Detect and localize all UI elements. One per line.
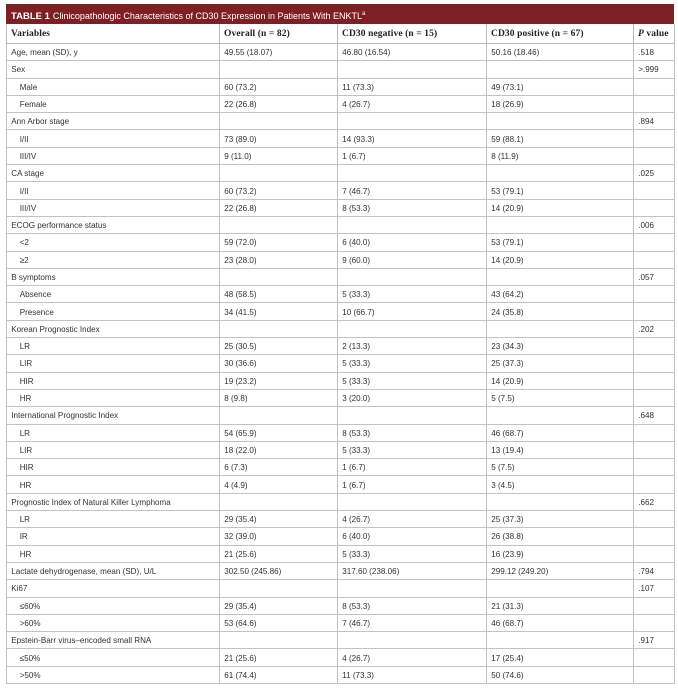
table-row — [7, 234, 675, 251]
cell-cd30-negative: 10 (66.7) — [338, 303, 478, 320]
cell-overall: 22 (26.8) — [220, 199, 331, 216]
cell-overall: 34 (41.5) — [220, 303, 331, 320]
cell-overall: 8 (9.8) — [220, 389, 331, 406]
cell-overall — [220, 113, 331, 130]
cell-cd30-positive: 43 (64.2) — [487, 286, 625, 303]
cell-cd30-positive: 17 (25.4) — [487, 649, 625, 666]
table-header-row — [7, 24, 675, 44]
cell-p-value — [634, 424, 673, 441]
cell-overall: 18 (22.0) — [220, 441, 331, 458]
cell-cd30-positive — [487, 268, 625, 285]
cell-p-value — [634, 338, 673, 355]
cell-overall — [220, 165, 331, 182]
cell-variable: IR — [7, 528, 207, 545]
cell-p-value — [634, 666, 673, 683]
table-row — [7, 476, 675, 493]
cell-cd30-positive: 50 (74.6) — [487, 666, 625, 683]
cell-variable: CA stage — [7, 165, 207, 182]
cell-cd30-positive: 49 (73.1) — [487, 78, 625, 95]
cell-overall: 49.55 (18.07) — [220, 44, 331, 61]
cell-overall: 21 (25.6) — [220, 649, 331, 666]
cell-variable: Korean Prognostic Index — [7, 320, 207, 337]
cell-cd30-negative: 3 (20.0) — [338, 389, 478, 406]
cell-cd30-negative: 317.60 (238.06) — [338, 562, 478, 579]
cell-cd30-negative: 4 (26.7) — [338, 95, 478, 112]
cell-cd30-positive: 5 (7.5) — [487, 459, 625, 476]
cell-cd30-positive — [487, 320, 625, 337]
cell-p-value — [634, 234, 673, 251]
cell-p-value — [634, 372, 673, 389]
cell-overall: 4 (4.9) — [220, 476, 331, 493]
cell-variable: Ki67 — [7, 580, 207, 597]
table-row — [7, 389, 675, 406]
cell-cd30-positive — [487, 61, 625, 78]
cell-cd30-negative: 2 (13.3) — [338, 338, 478, 355]
table-row — [7, 95, 675, 112]
table-row — [7, 562, 675, 579]
table-caption-footnote-mark: a — [362, 11, 366, 17]
cell-cd30-negative: 4 (26.7) — [338, 511, 478, 528]
table-row — [7, 44, 675, 61]
cell-overall — [220, 320, 331, 337]
cell-overall — [220, 61, 331, 78]
cell-cd30-positive: 299.12 (249.20) — [487, 562, 625, 579]
header-p-rest: value — [643, 28, 669, 39]
cell-overall: 32 (39.0) — [220, 528, 331, 545]
cell-cd30-negative: 1 (6.7) — [338, 459, 478, 476]
cell-overall: 53 (64.6) — [220, 614, 331, 631]
cell-cd30-negative: 8 (53.3) — [338, 424, 478, 441]
cell-cd30-negative — [338, 113, 478, 130]
cell-overall: 59 (72.0) — [220, 234, 331, 251]
cell-p-value: .917 — [634, 632, 673, 649]
header-overall: Overall (n = 82) — [220, 24, 338, 44]
cell-cd30-positive — [487, 580, 625, 597]
characteristics-table — [6, 24, 675, 684]
cell-overall: 48 (58.5) — [220, 286, 331, 303]
table-body — [7, 44, 675, 684]
cell-cd30-negative: 5 (33.3) — [338, 286, 478, 303]
table-row — [7, 545, 675, 562]
table-row — [7, 441, 675, 458]
cell-p-value — [634, 597, 673, 614]
table-row — [7, 130, 675, 147]
cell-cd30-positive: 53 (79.1) — [487, 182, 625, 199]
cell-variable: ≥2 — [7, 251, 207, 268]
cell-cd30-negative — [338, 61, 478, 78]
cell-cd30-positive — [487, 493, 625, 510]
table-row — [7, 407, 675, 424]
cell-overall: 30 (36.6) — [220, 355, 331, 372]
cell-p-value: .894 — [634, 113, 673, 130]
cell-cd30-negative: 4 (26.7) — [338, 649, 478, 666]
cell-p-value — [634, 130, 673, 147]
cell-cd30-negative — [338, 165, 478, 182]
cell-cd30-positive: 18 (26.9) — [487, 95, 625, 112]
table-row — [7, 61, 675, 78]
header-variables: Variables — [7, 24, 220, 44]
cell-cd30-negative: 6 (40.0) — [338, 528, 478, 545]
table-row — [7, 597, 675, 614]
cell-overall — [220, 632, 331, 649]
cell-variable: LIR — [7, 441, 207, 458]
cell-cd30-positive: 26 (38.8) — [487, 528, 625, 545]
table-row — [7, 459, 675, 476]
cell-p-value — [634, 545, 673, 562]
cell-variable: Age, mean (SD), y — [7, 44, 207, 61]
cell-p-value: .518 — [634, 44, 673, 61]
cell-cd30-positive: 16 (23.9) — [487, 545, 625, 562]
cell-cd30-negative: 5 (33.3) — [338, 441, 478, 458]
cell-p-value — [634, 251, 673, 268]
cell-cd30-negative: 5 (33.3) — [338, 372, 478, 389]
cell-variable: III/IV — [7, 147, 207, 164]
table-row — [7, 649, 675, 666]
cell-p-value — [634, 303, 673, 320]
cell-variable: Epstein-Barr virus–encoded small RNA — [7, 632, 207, 649]
cell-overall: 22 (26.8) — [220, 95, 331, 112]
cell-cd30-positive: 25 (37.3) — [487, 511, 625, 528]
table-row — [7, 355, 675, 372]
cell-cd30-positive: 25 (37.3) — [487, 355, 625, 372]
cell-cd30-negative: 1 (6.7) — [338, 476, 478, 493]
cell-p-value: .025 — [634, 165, 673, 182]
cell-cd30-negative — [338, 216, 478, 233]
cell-p-value: .662 — [634, 493, 673, 510]
cell-cd30-positive: 50.16 (18.46) — [487, 44, 625, 61]
cell-cd30-negative: 14 (93.3) — [338, 130, 478, 147]
cell-variable: I/II — [7, 182, 207, 199]
cell-cd30-negative: 11 (73.3) — [338, 78, 478, 95]
cell-cd30-positive: 53 (79.1) — [487, 234, 625, 251]
header-p-italic: P — [638, 28, 644, 39]
table-row — [7, 614, 675, 631]
cell-variable: Female — [7, 95, 207, 112]
cell-p-value: .794 — [634, 562, 673, 579]
header-cd30-negative: CD30 negative (n = 15) — [338, 24, 487, 44]
cell-cd30-positive: 59 (88.1) — [487, 130, 625, 147]
cell-overall: 23 (28.0) — [220, 251, 331, 268]
cell-cd30-negative — [338, 632, 478, 649]
cell-variable: >50% — [7, 666, 207, 683]
cell-variable: Ann Arbor stage — [7, 113, 207, 130]
table-row — [7, 251, 675, 268]
cell-cd30-negative — [338, 493, 478, 510]
table-row — [7, 303, 675, 320]
cell-overall: 25 (30.5) — [220, 338, 331, 355]
cell-overall: 60 (73.2) — [220, 78, 331, 95]
cell-p-value — [634, 182, 673, 199]
table-row — [7, 511, 675, 528]
cell-overall: 21 (25.6) — [220, 545, 331, 562]
cell-overall: 302.50 (245.86) — [220, 562, 331, 579]
cell-cd30-negative: 5 (33.3) — [338, 355, 478, 372]
table-row — [7, 78, 675, 95]
cell-p-value — [634, 511, 673, 528]
cell-cd30-negative: 6 (40.0) — [338, 234, 478, 251]
cell-p-value — [634, 389, 673, 406]
cell-variable: <2 — [7, 234, 207, 251]
cell-overall — [220, 407, 331, 424]
cell-variable: HR — [7, 389, 207, 406]
cell-cd30-positive — [487, 165, 625, 182]
cell-variable: Presence — [7, 303, 207, 320]
cell-variable: LR — [7, 511, 207, 528]
cell-cd30-negative — [338, 320, 478, 337]
cell-variable: HIR — [7, 459, 207, 476]
cell-variable: Sex — [7, 61, 207, 78]
cell-cd30-negative — [338, 580, 478, 597]
table-row — [7, 493, 675, 510]
cell-variable: Prognostic Index of Natural Killer Lymphoma — [7, 493, 207, 510]
cell-variable: ≤60% — [7, 597, 207, 614]
cell-cd30-negative: 1 (6.7) — [338, 147, 478, 164]
cell-overall: 73 (89.0) — [220, 130, 331, 147]
cell-cd30-negative: 7 (46.7) — [338, 182, 478, 199]
cell-variable: III/IV — [7, 199, 207, 216]
table-title-bar — [6, 4, 674, 24]
table-row — [7, 580, 675, 597]
cell-p-value — [634, 649, 673, 666]
cell-cd30-positive: 46 (68.7) — [487, 614, 625, 631]
table-row — [7, 372, 675, 389]
cell-overall — [220, 580, 331, 597]
table-row — [7, 216, 675, 233]
cell-p-value: .202 — [634, 320, 673, 337]
header-p-value — [634, 24, 675, 44]
cell-cd30-positive: 8 (11.9) — [487, 147, 625, 164]
cell-p-value — [634, 476, 673, 493]
cell-overall — [220, 216, 331, 233]
cell-cd30-positive — [487, 216, 625, 233]
cell-variable: International Prognostic Index — [7, 407, 207, 424]
cell-cd30-negative: 8 (53.3) — [338, 597, 478, 614]
cell-cd30-negative: 46.80 (16.54) — [338, 44, 478, 61]
cell-variable: LR — [7, 424, 207, 441]
table-row — [7, 338, 675, 355]
cell-cd30-positive: 14 (20.9) — [487, 199, 625, 216]
cell-p-value — [634, 147, 673, 164]
cell-cd30-positive: 3 (4.5) — [487, 476, 625, 493]
cell-p-value — [634, 528, 673, 545]
cell-cd30-positive: 5 (7.5) — [487, 389, 625, 406]
cell-overall: 29 (35.4) — [220, 597, 331, 614]
cell-cd30-negative: 11 (73.3) — [338, 666, 478, 683]
cell-variable: HIR — [7, 372, 207, 389]
cell-p-value: .057 — [634, 268, 673, 285]
table-row — [7, 147, 675, 164]
table-row — [7, 268, 675, 285]
table-row — [7, 632, 675, 649]
cell-cd30-negative — [338, 268, 478, 285]
cell-variable: LIR — [7, 355, 207, 372]
cell-variable: Male — [7, 78, 207, 95]
cell-cd30-positive: 24 (35.8) — [487, 303, 625, 320]
cell-overall: 6 (7.3) — [220, 459, 331, 476]
cell-p-value — [634, 199, 673, 216]
cell-cd30-positive: 14 (20.9) — [487, 251, 625, 268]
cell-cd30-positive — [487, 632, 625, 649]
cell-overall: 61 (74.4) — [220, 666, 331, 683]
table-row — [7, 528, 675, 545]
cell-variable: HR — [7, 545, 207, 562]
cell-variable: Lactate dehydrogenase, mean (SD), U/L — [7, 562, 207, 579]
table-row — [7, 199, 675, 216]
cell-overall: 60 (73.2) — [220, 182, 331, 199]
cell-cd30-positive: 21 (31.3) — [487, 597, 625, 614]
cell-cd30-negative: 5 (33.3) — [338, 545, 478, 562]
cell-cd30-negative: 8 (53.3) — [338, 199, 478, 216]
cell-p-value — [634, 441, 673, 458]
cell-variable: I/II — [7, 130, 207, 147]
cell-p-value: >.999 — [634, 61, 673, 78]
cell-variable: ≤50% — [7, 649, 207, 666]
cell-cd30-negative: 7 (46.7) — [338, 614, 478, 631]
cell-p-value — [634, 614, 673, 631]
table-row — [7, 286, 675, 303]
table-caption: Clinicopathologic Characteristics of CD30 Expression in Patients With ENKTL — [52, 11, 363, 21]
cell-p-value — [634, 78, 673, 95]
cell-p-value: .648 — [634, 407, 673, 424]
table-row — [7, 424, 675, 441]
header-cd30-positive: CD30 positive (n = 67) — [487, 24, 634, 44]
cell-variable: LR — [7, 338, 207, 355]
cell-cd30-positive: 46 (68.7) — [487, 424, 625, 441]
cell-overall — [220, 268, 331, 285]
cell-overall: 54 (65.9) — [220, 424, 331, 441]
cell-p-value: .006 — [634, 216, 673, 233]
cell-p-value — [634, 95, 673, 112]
cell-variable: >60% — [7, 614, 207, 631]
cell-cd30-positive: 13 (19.4) — [487, 441, 625, 458]
cell-p-value — [634, 355, 673, 372]
cell-cd30-positive — [487, 113, 625, 130]
cell-p-value — [634, 286, 673, 303]
cell-cd30-positive — [487, 407, 625, 424]
table-row — [7, 666, 675, 683]
cell-variable: ECOG performance status — [7, 216, 207, 233]
cell-overall: 9 (11.0) — [220, 147, 331, 164]
table-row — [7, 113, 675, 130]
table-row — [7, 182, 675, 199]
cell-cd30-positive: 23 (34.3) — [487, 338, 625, 355]
cell-overall: 19 (23.2) — [220, 372, 331, 389]
table-row — [7, 320, 675, 337]
cell-overall: 29 (35.4) — [220, 511, 331, 528]
cell-p-value — [634, 459, 673, 476]
table-row — [7, 165, 675, 182]
table-label: TABLE 1 — [11, 11, 50, 22]
cell-cd30-negative — [338, 407, 478, 424]
cell-overall — [220, 493, 331, 510]
cell-variable: B symptoms — [7, 268, 207, 285]
cell-variable: Absence — [7, 286, 207, 303]
cell-cd30-positive: 14 (20.9) — [487, 372, 625, 389]
cell-variable: HR — [7, 476, 207, 493]
cell-p-value: .107 — [634, 580, 673, 597]
cell-cd30-negative: 9 (60.0) — [338, 251, 478, 268]
